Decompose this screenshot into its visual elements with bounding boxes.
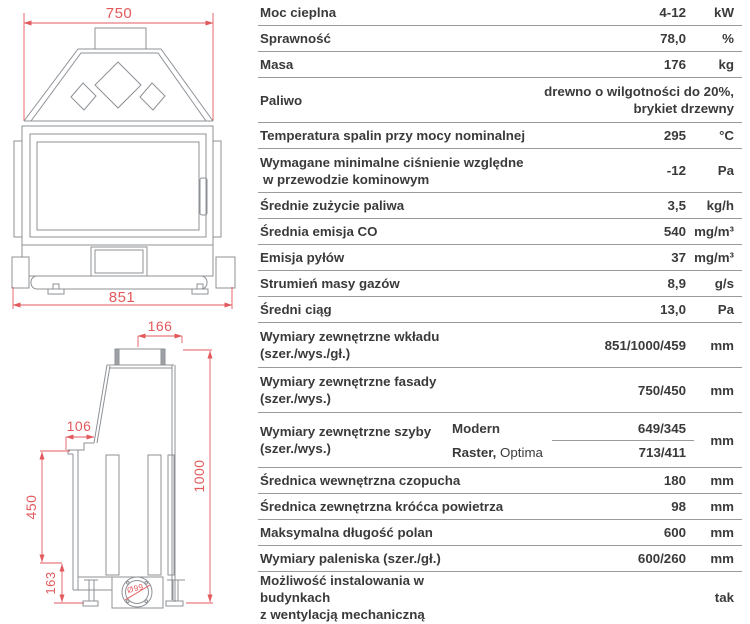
spec-label: Emisja pyłów	[260, 250, 345, 265]
table-row	[258, 219, 742, 245]
side-view-drawing	[23, 318, 213, 608]
spec-value: 600	[663, 525, 686, 540]
spec-value: 295	[663, 128, 686, 143]
table-row	[258, 0, 742, 26]
spec-value: 713/411	[638, 444, 686, 460]
table-row	[258, 245, 742, 271]
table-row	[258, 123, 742, 149]
spec-value: 3,5	[667, 198, 686, 213]
table-row	[258, 297, 742, 323]
dimension-label: 750	[105, 5, 133, 22]
table-row	[258, 520, 742, 546]
table-row	[258, 193, 742, 219]
spec-unit: Pa	[717, 302, 734, 317]
spec-value: 600/260	[637, 551, 686, 566]
spec-label: Maksymalna długość polan	[260, 525, 433, 540]
spec-label: Wymiary zewnętrzne wkładu (szer./wys./gł.)	[260, 329, 440, 361]
spec-value: tak	[714, 589, 734, 605]
dimension-label: 450	[23, 494, 39, 520]
spec-unit: mm	[710, 382, 734, 398]
table-row	[258, 546, 742, 572]
spec-label: Średnica zewnętrzna króćca powietrza	[260, 499, 504, 514]
spec-value: 176	[663, 57, 686, 72]
spec-label: Wymiary zewnętrzne fasady (szer./wys.)	[260, 374, 437, 406]
spec-label: Sprawność	[260, 31, 331, 46]
spec-table	[258, 0, 742, 622]
table-row	[258, 26, 742, 52]
spec-unit: g/s	[714, 276, 734, 291]
spec-value: 37	[671, 250, 686, 265]
spec-unit: mg/m³	[694, 250, 734, 265]
dimension-label: 851	[108, 289, 136, 306]
glass-variant-row: Raster, Optima 713/411	[452, 444, 686, 460]
spec-unit: kg	[718, 57, 734, 72]
dimension-label: 1000	[191, 459, 207, 493]
spec-label: Średnie zużycie paliwa	[260, 198, 405, 213]
table-row	[258, 468, 742, 494]
spec-unit: °C	[719, 128, 734, 143]
spec-value: 180	[663, 473, 686, 488]
spec-label: Masa	[260, 57, 294, 72]
dimension-label: 106	[66, 418, 92, 434]
spec-value: 98	[671, 499, 686, 514]
spec-label: Średnica wewnętrzna czopucha	[260, 473, 461, 488]
dimension-label: 166	[147, 318, 173, 334]
spec-label: Moc cieplna	[260, 5, 337, 20]
spec-value: 540	[663, 224, 686, 239]
spec-label: Wymiary zewnętrzne szyby (szer./wys.)	[260, 424, 432, 456]
spec-label: Paliwo	[260, 92, 303, 108]
table-row	[258, 323, 742, 368]
spec-unit: Pa	[717, 163, 734, 178]
table-row	[258, 271, 742, 297]
table-row	[258, 494, 742, 520]
table-row	[258, 149, 742, 193]
front-view-drawing	[12, 5, 235, 309]
spec-value: -12	[666, 163, 686, 178]
table-row	[258, 52, 742, 78]
spec-unit: kW	[714, 5, 734, 20]
spec-value: 8,9	[667, 276, 686, 291]
spec-unit: %	[722, 31, 734, 46]
spec-value: 78,0	[660, 31, 686, 46]
spec-label: Średni ciąg	[260, 302, 332, 317]
dimension-label: Ø99	[126, 582, 145, 595]
spec-value: 649/345	[637, 420, 686, 436]
spec-value: drewno o wilgotności do 20%, brykiet drzewny	[544, 84, 734, 116]
spec-unit: mm	[710, 432, 734, 448]
spec-label: Wymagane minimalne ciśnienie względne w przewodzie kominowym	[260, 154, 524, 187]
glass-variants	[452, 417, 686, 464]
spec-unit: mm	[710, 473, 734, 488]
spec-label: Możliwość instalowania w budynkach z wentylacją mechaniczną	[260, 572, 425, 622]
spec-unit: kg/h	[706, 198, 734, 213]
spec-value: 4-12	[659, 5, 686, 20]
spec-unit: mm	[710, 551, 734, 566]
technical-drawing	[0, 0, 258, 624]
spec-label: Średnia emisja CO	[260, 224, 378, 239]
spec-value: 851/1000/459	[604, 337, 686, 353]
table-row	[258, 572, 742, 622]
dimension-label: 163	[43, 571, 58, 595]
spec-unit: mm	[710, 499, 734, 514]
glass-variant-row: Modern 649/345	[452, 420, 686, 436]
spec-value: 750/450	[637, 382, 686, 398]
table-row	[258, 368, 742, 413]
spec-label: Wymiary paleniska (szer./gł.)	[260, 551, 441, 566]
spec-label: Strumień masy gazów	[260, 276, 400, 291]
table-row-glass-dimensions	[258, 413, 742, 468]
spec-unit: mm	[710, 337, 734, 353]
spec-unit: mg/m³	[694, 224, 734, 239]
table-row	[258, 78, 742, 123]
spec-label: Temperatura spalin przy mocy nominalnej	[260, 128, 526, 143]
spec-value: 13,0	[660, 302, 686, 317]
spec-unit: mm	[710, 525, 734, 540]
